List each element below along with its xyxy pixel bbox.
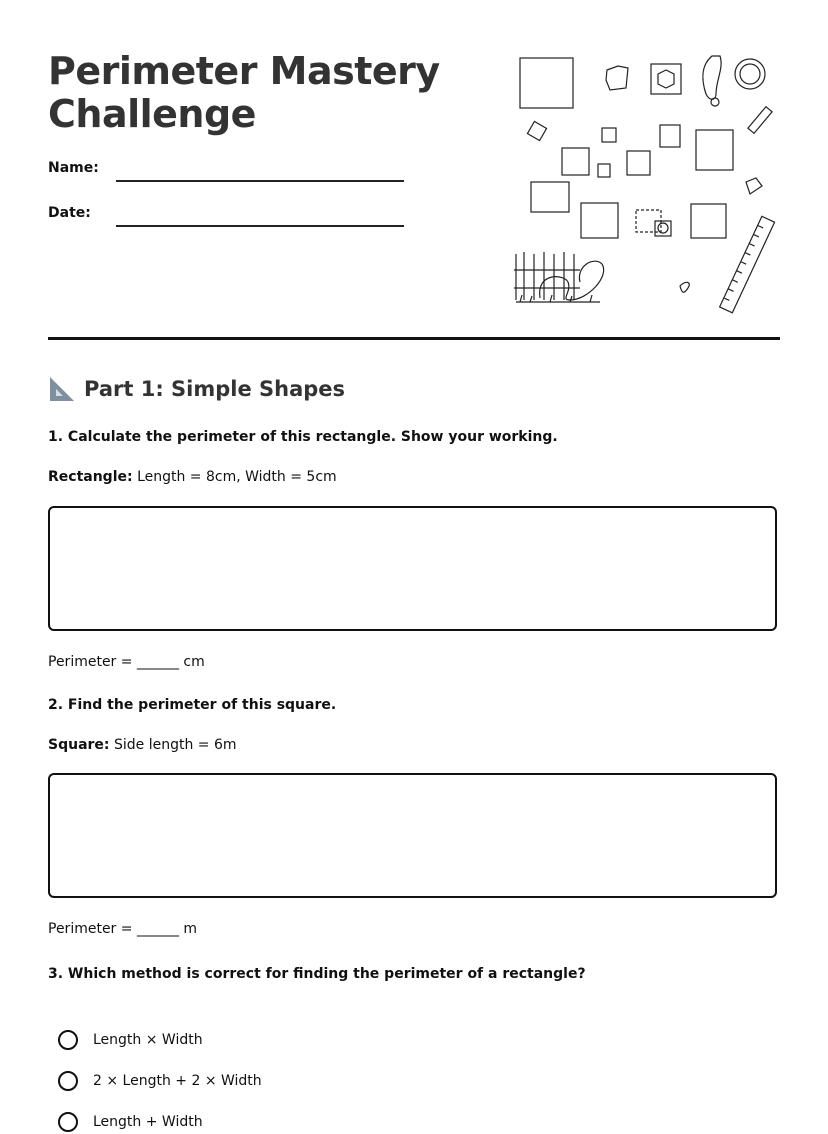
title-line-1: Perimeter Mastery: [48, 49, 440, 93]
hexagon-drawing: [658, 70, 674, 88]
tape-end-drawing: [711, 98, 719, 106]
question-2-prompt: 2. Find the perimeter of this square.: [48, 697, 337, 713]
radio-button[interactable]: [58, 1071, 78, 1091]
question-3-option-3[interactable]: [58, 1110, 203, 1134]
option-label: Length + Width: [93, 1114, 203, 1130]
fence-drawing: [514, 252, 604, 302]
question-2-working-box[interactable]: [48, 773, 777, 898]
shard-drawing: [746, 178, 762, 194]
scrap-drawing: [606, 66, 628, 90]
question-1-shape: [48, 469, 337, 485]
framed-square-drawing: [651, 64, 681, 94]
question-2-shape: [48, 737, 237, 753]
question-1-shape-desc: Length = 8cm, Width = 5cm: [137, 469, 337, 485]
square-c-drawing: [660, 125, 680, 147]
hex-dot-drawing: [658, 223, 668, 233]
square-drawing: [520, 58, 573, 108]
tiny-square-drawing: [602, 128, 616, 142]
roll-inner-drawing: [740, 64, 760, 84]
question-3-option-1[interactable]: [58, 1028, 203, 1052]
square-b-drawing: [627, 151, 650, 175]
part-1-title: Part 1: Simple Shapes: [84, 377, 346, 401]
square-e-drawing: [581, 203, 618, 238]
question-1-prompt: 1. Calculate the perimeter of this rectangle. Show your working.: [48, 429, 558, 445]
ruler-drawing: [720, 216, 775, 313]
shapes-illustration: [510, 50, 785, 315]
radio-button[interactable]: [58, 1112, 78, 1132]
tape-drawing: [703, 56, 721, 99]
part-1-heading: [48, 374, 345, 404]
rect-drawing: [531, 182, 569, 212]
question-1-shape-label: Rectangle:: [48, 469, 133, 485]
pin-drawing: [680, 282, 689, 292]
small-square-drawing: [598, 164, 610, 177]
diamond-drawing: [527, 121, 546, 140]
mid-square-drawing: [562, 148, 589, 175]
name-field[interactable]: [116, 180, 404, 182]
radio-button[interactable]: [58, 1030, 78, 1050]
option-label: Length × Width: [93, 1032, 203, 1048]
option-label: 2 × Length + 2 × Width: [93, 1073, 262, 1089]
date-label: Date:: [48, 205, 91, 221]
small-ruler-drawing: [748, 107, 772, 134]
question-2-shape-label: Square:: [48, 737, 110, 753]
date-field[interactable]: [116, 225, 404, 227]
header-divider: [48, 337, 780, 340]
square-f-drawing: [691, 204, 726, 238]
question-2-answer: Perimeter = ______ m: [48, 921, 198, 937]
name-label: Name:: [48, 160, 99, 176]
question-1-answer: Perimeter = ______ cm: [48, 654, 205, 670]
question-2-shape-desc: Side length = 6m: [113, 737, 237, 753]
question-3-option-2[interactable]: [58, 1069, 262, 1093]
square-d-drawing: [696, 130, 733, 170]
question-1-working-box[interactable]: [48, 506, 777, 631]
set-square-icon: [48, 375, 76, 403]
question-3-prompt: 3. Which method is correct for finding the perimeter of a rectangle?: [48, 966, 586, 982]
page-title: [48, 50, 440, 136]
title-line-2: Challenge: [48, 92, 256, 136]
